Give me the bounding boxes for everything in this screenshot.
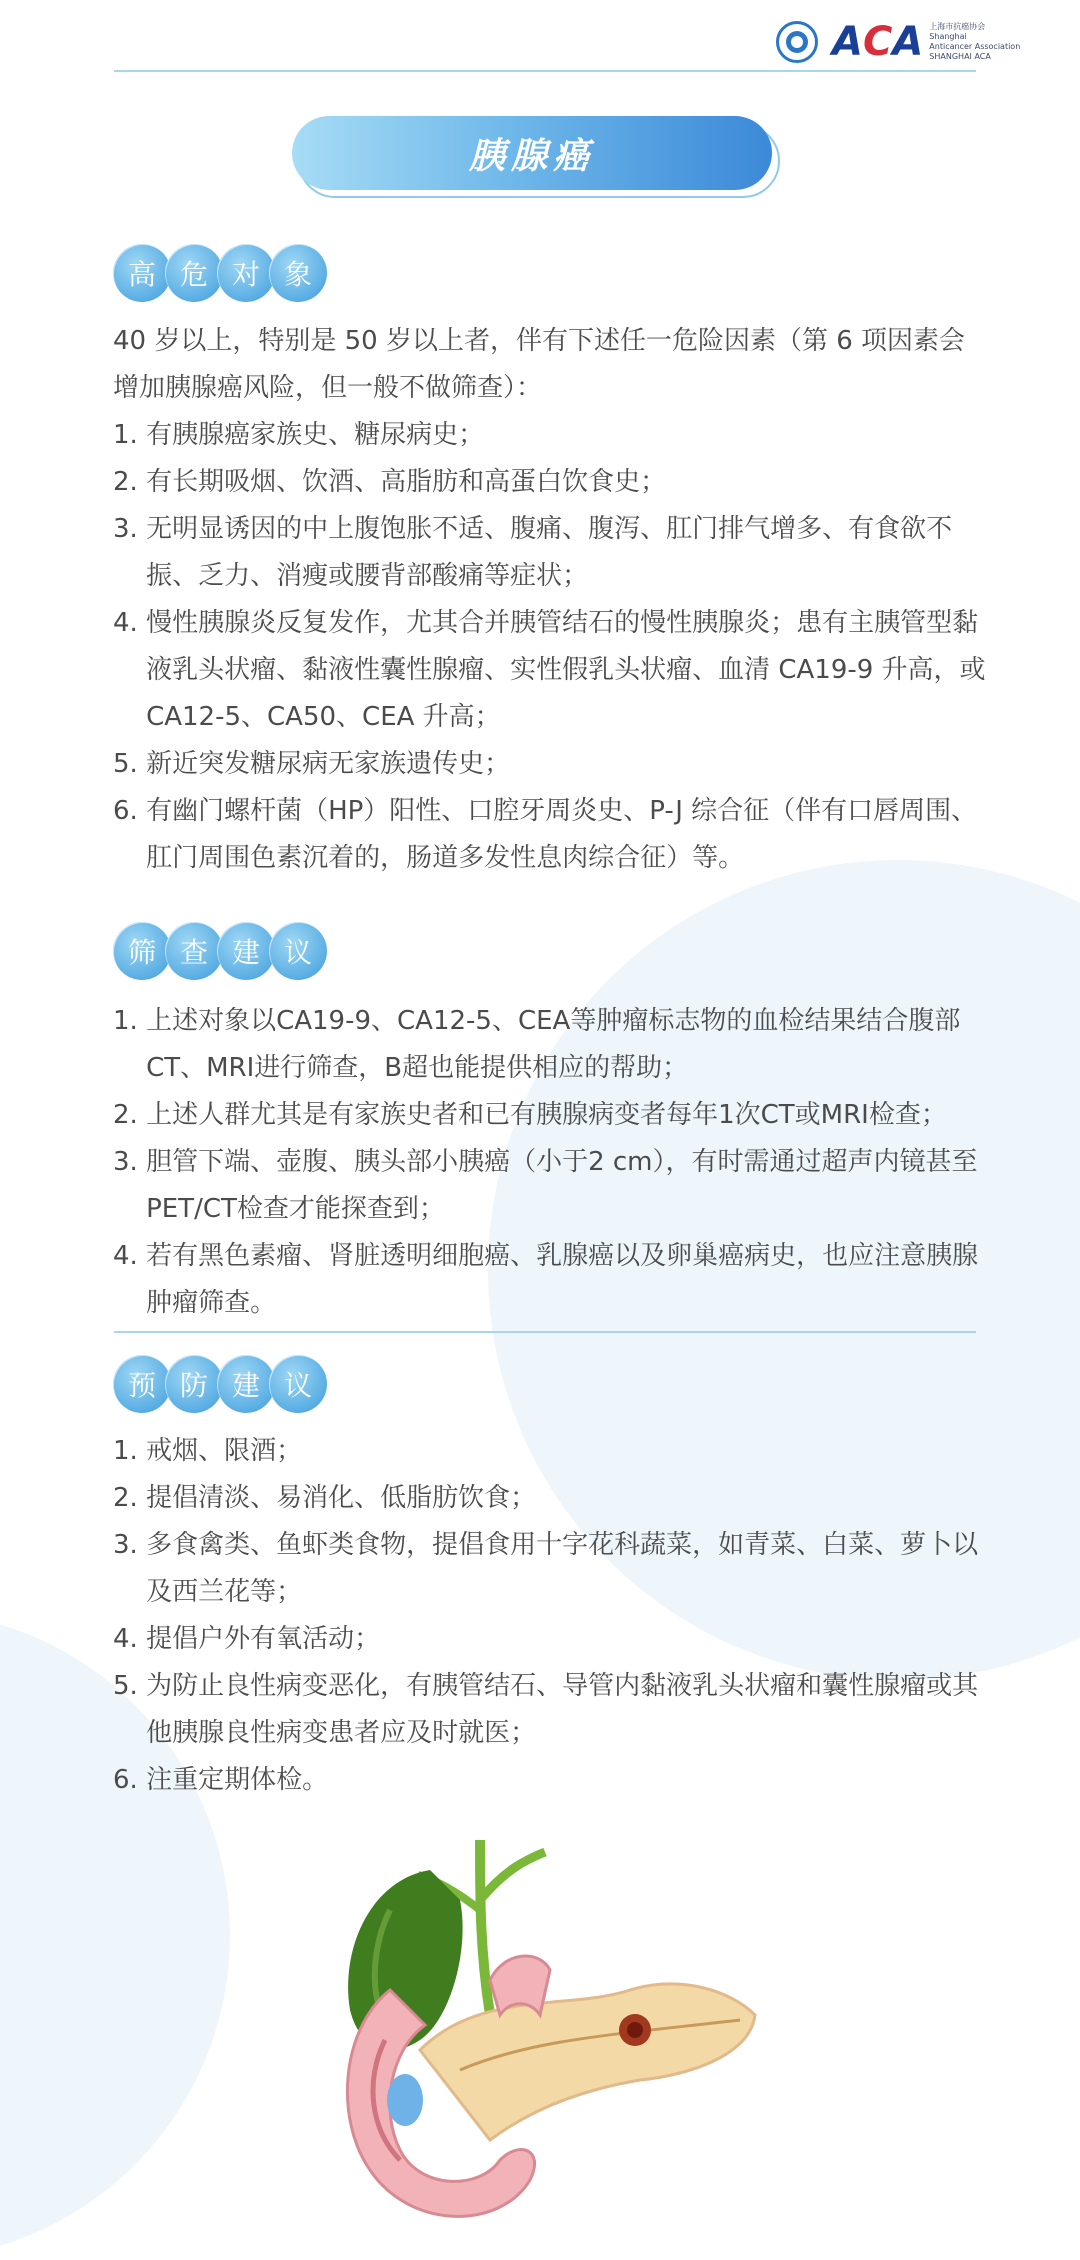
- section-char: 建: [217, 922, 275, 980]
- list-item: 2. 有长期吸烟、饮酒、高脂肪和高蛋白饮食史；: [113, 467, 667, 497]
- pancreas-illustration-icon: [330, 1840, 770, 2250]
- logo-text-en-3: SHANGHAI ACA: [929, 52, 991, 61]
- header-logos: [776, 18, 1020, 66]
- list-item: 3. 多食禽类、鱼虾类食物，提倡食用十字花科蔬菜，如青菜、白菜、萝卜以及西兰花等；: [113, 1530, 979, 1607]
- section-char: 议: [269, 922, 327, 980]
- bile-duct-shape: [480, 1840, 490, 2015]
- list-item: 6. 注重定期体检。: [113, 1765, 329, 1795]
- section-body-prevention: [113, 1428, 993, 1804]
- list-item: 3. 无明显诱因的中上腹饱胀不适、腹痛、腹泻、肛门排气增多、有食欲不振、乏力、消瘦或腰背部酸痛等症状；: [113, 514, 953, 591]
- list-item: 2. 上述人群尤其是有家族史者和已有胰腺病变者每年1次CT或MRI检查；: [113, 1100, 947, 1130]
- list-item: 6. 有幽门螺杆菌（HP）阳性、口腔牙周炎史、P-J 综合征（伴有口唇周围、肛门周围色素沉着的，肠道多发性息肉综合征）等。: [113, 796, 978, 873]
- list-item: 5. 为防止良性病变恶化，有胰管结石、导管内黏液乳头状瘤和囊性腺瘤或其他胰腺良性病变患者应及时就医；: [113, 1671, 979, 1748]
- section-char: 高: [113, 244, 171, 302]
- page-title: 胰腺癌: [292, 116, 772, 190]
- seal-logo-icon: [776, 21, 818, 63]
- section-char: 对: [217, 244, 275, 302]
- section-header-screening: [113, 922, 321, 980]
- section-char: 查: [165, 922, 223, 980]
- section-divider: [114, 1331, 976, 1333]
- list-item: 1. 有胰腺癌家族史、糖尿病史；: [113, 420, 485, 450]
- section-char: 建: [217, 1355, 275, 1413]
- logo-text-cn: 上海市抗癌协会: [929, 22, 986, 31]
- section-char: 筛: [113, 922, 171, 980]
- list-item: 1. 上述对象以CA19-9、CA12-5、CEA等肿瘤标志物的血检结果结合腹部CT、MRI进行筛查，B超也能提供相应的帮助；: [113, 1006, 961, 1083]
- list-item: 3. 胆管下端、壶腹、胰头部小胰癌（小于2 cm），有时需通过超声内镜甚至PET/CT检查才能探查到；: [113, 1147, 978, 1224]
- section-body-high-risk: [113, 318, 993, 882]
- aca-letter-a1: A: [832, 19, 863, 65]
- ampulla-shape: [387, 2074, 423, 2126]
- section-body-screening: [113, 998, 993, 1327]
- list-item: 4. 提倡户外有氧活动；: [113, 1624, 381, 1654]
- aca-logo: [832, 19, 924, 65]
- section-char: 防: [165, 1355, 223, 1413]
- header-divider: [114, 70, 976, 72]
- aca-logo-text: [929, 22, 1020, 62]
- list-item: 1. 戒烟、限酒；: [113, 1436, 303, 1466]
- section-char: 象: [269, 244, 327, 302]
- aca-letter-c: C: [862, 19, 893, 65]
- hepatic-duct-shape: [480, 1852, 545, 1900]
- list-item: 4. 慢性胰腺炎反复发作，尤其合并胰管结石的慢性胰腺炎；患有主胰管型黏液乳头状瘤、黏液性囊性腺瘤、实性假乳头状瘤、血清 CA19-9 升高，或 CA12-5、CA50、CEA 升高；: [113, 608, 986, 732]
- logo-text-en-1: Shanghai: [929, 32, 967, 41]
- intro-line: 增加胰腺癌风险，但一般不做筛查）：: [113, 373, 543, 403]
- aca-letter-a2: A: [892, 19, 924, 65]
- section-char: 危: [165, 244, 223, 302]
- pancreas-shape: [420, 1984, 755, 2140]
- logo-text-en-2: Anticancer Association: [929, 42, 1021, 51]
- list-item: 5. 新近突发糖尿病无家族遗传史；: [113, 749, 511, 779]
- title-banner: [292, 116, 780, 198]
- intro-line: 40 岁以上，特别是 50 岁以上者，伴有下述任一危险因素（第 6 项因素会: [113, 326, 966, 356]
- section-char: 预: [113, 1355, 171, 1413]
- section-char: 议: [269, 1355, 327, 1413]
- section-header-prevention: [113, 1355, 321, 1413]
- list-item: 4. 若有黑色素瘤、肾脏透明细胞癌、乳腺癌以及卵巢癌病史，也应注意胰腺肿瘤筛查。: [113, 1241, 979, 1318]
- list-item: 2. 提倡清淡、易消化、低脂肪饮食；: [113, 1483, 537, 1513]
- section-header-high-risk: [113, 244, 321, 302]
